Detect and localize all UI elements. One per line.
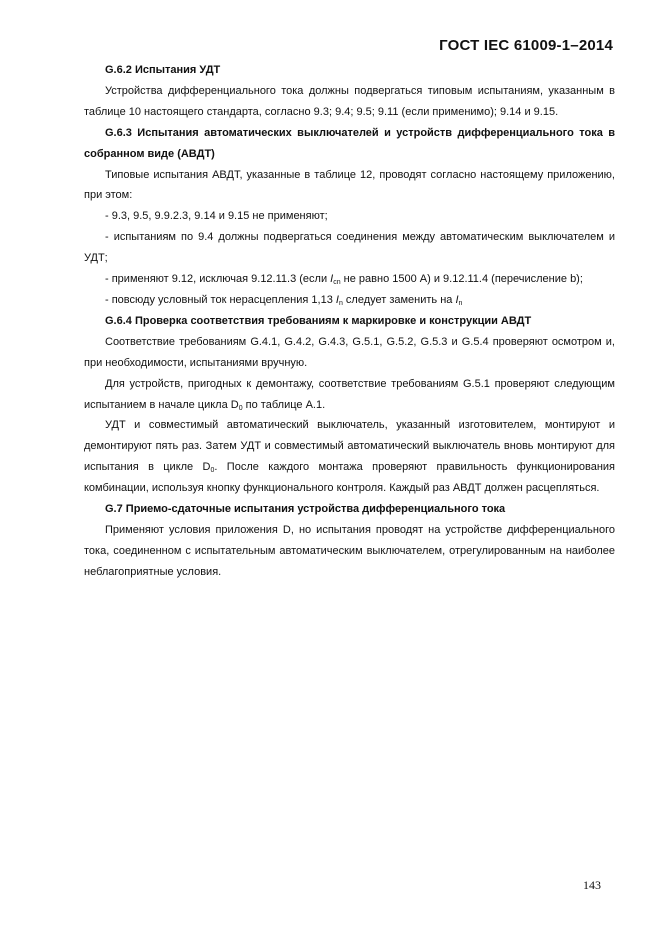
current-symbol: I bbox=[335, 293, 339, 306]
current-symbol: I bbox=[330, 273, 334, 286]
text-run: - применяют 9.12, исключая 9.12.11.3 (если bbox=[105, 273, 331, 286]
text-run: УДТ и совместимый автоматический выключатель, указанный изготовителем, монтируют и демонтируют пять раз. Затем УДТ и совместимый автоматический выключатель вновь монтируют для испытания в цикле D bbox=[84, 419, 615, 474]
subscript: cn bbox=[333, 279, 341, 287]
paragraph-g62-1: Устройства дифференциального тока должны подвергаться типовым испытаниям, указанным в таблице 10 настоящего стандарта, согласно 9.3; 9.4; 9.5; 9.11 (если применимо); 9.14 и 9.15. bbox=[84, 84, 615, 118]
document-body bbox=[84, 60, 615, 583]
text-run: следует заменить на bbox=[342, 293, 456, 306]
heading-g64: G.6.4 Проверка соответствия требованиям к маркировке и конструкции АВДТ bbox=[105, 314, 532, 327]
text-run: Для устройств, пригодных к демонтажу, соответствие требованиям G.5.1 проверяют следующим испытанием в начале цикла D bbox=[84, 377, 615, 411]
list-item-g63-4 bbox=[84, 290, 615, 311]
standard-title: ГОСТ IEC 61009-1–2014 bbox=[439, 37, 613, 54]
heading-g62: G.6.2 Испытания УДТ bbox=[105, 64, 221, 76]
list-item-g63-3 bbox=[84, 269, 615, 290]
paragraph-g63-1: Типовые испытания АВДТ, указанные в таблице 12, проводят согласно настоящему приложению, при этом: bbox=[84, 168, 615, 202]
text-run: по таблице А.1. bbox=[242, 398, 326, 411]
list-item-g63-1: - 9.3, 9.5, 9.9.2.3, 9.14 и 9.15 не применяют; bbox=[105, 210, 328, 223]
subscript: 0 bbox=[210, 467, 215, 475]
paragraph-g7-1: Применяют условия приложения D, но испытания проводят на устройстве дифференциального тока, соединенном с испытательным автоматическим выключателем, отрегулированным на наиболее неблагоприятные условия. bbox=[84, 523, 615, 578]
paragraph-g64-1: Соответствие требованиям G.4.1, G.4.2, G.4.3, G.5.1, G.5.2, G.5.3 и G.5.4 проверяют осмотром и, при необходимости, испытаниями вручную. bbox=[84, 335, 615, 369]
text-run: . После каждого монтажа проверяют правильность функционирования комбинации, используя кнопку функционального контроля. Каждый раз АВДТ должен расцепляться. bbox=[84, 461, 615, 495]
paragraph-g64-3 bbox=[84, 415, 615, 499]
subscript: n bbox=[338, 299, 343, 307]
heading-g7: G.7 Приемо-сдаточные испытания устройства дифференциального тока bbox=[105, 503, 506, 516]
subscript: 0 bbox=[238, 404, 243, 412]
subscript: n bbox=[458, 299, 463, 307]
text-run: - повсюду условный ток нерасцепления 1,13 bbox=[105, 293, 336, 306]
page-number: 143 bbox=[583, 878, 601, 892]
heading-g63: G.6.3 Испытания автоматических выключателей и устройств дифференциального тока в собранном виде (АВДТ) bbox=[84, 126, 615, 160]
current-symbol: I bbox=[455, 293, 459, 306]
text-run: не равно 1500 А) и 9.12.11.4 (перечисление b); bbox=[340, 273, 583, 286]
list-item-g63-2: - испытаниям по 9.4 должны подвергаться соединения между автоматическим выключателем и УДТ; bbox=[84, 231, 615, 265]
paragraph-g64-2 bbox=[84, 374, 615, 416]
